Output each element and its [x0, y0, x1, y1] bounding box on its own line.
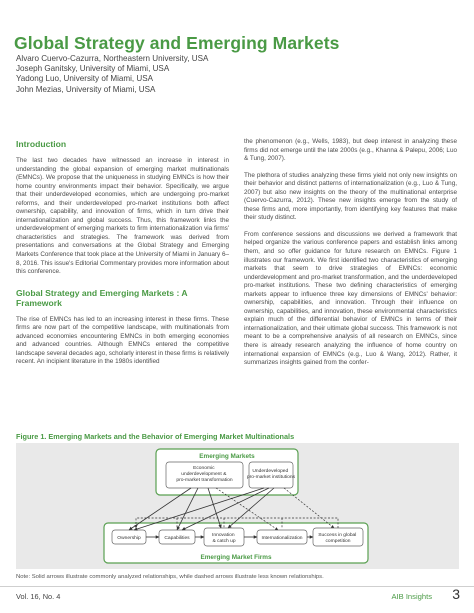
author-1: Alvaro Cuervo-Cazurra, Northeastern University, USA [16, 54, 209, 63]
global-success-line-2: competition [325, 539, 351, 544]
institutions-box-line-2: pro-market institutions [246, 475, 296, 480]
author-3: Yadong Luo, University of Miami, USA [16, 74, 154, 84]
global-success-line-1: Success in global [318, 533, 357, 538]
right-column [244, 138, 457, 368]
page-title: Global Strategy and Emerging Markets [14, 33, 340, 53]
figure-caption: Figure 1. Emerging Markets and the Behavior of Emerging Market Multinationals [16, 432, 295, 441]
page-number: 3 [452, 586, 460, 602]
economic-box-line-2: underdevelopment & [181, 472, 227, 477]
left-column [16, 139, 229, 367]
economic-box-line-1: Economic [193, 466, 215, 471]
figure-panel [16, 443, 459, 569]
internationalization-label: Internationalization [261, 536, 303, 541]
introduction-paragraph: The last two decades have witnessed an increase in interest in understanding the global expansion of emerging market multinationals (EMNCs). We propose that the uniqueness in studying EMNCs is how their home country environments impact their behavior. Specifically, we argue that their underdeveloped economies, which are undergoing pro-market reforms, and their underdeveloped pro-market institutions both affect ownership, capability, and innovation of firms, which in turn drive their internationalization and global success. Thus, this framework links the underdevelopment of emerging markets to firm internationalization via firms' characteristics and strategies. The framework was derived from presentations and conversations at the Global Strategy and Emerging Markets Conference that took place at the University of Miami in January 6–8, 2016. This issue's Editorial Commentary provides more information about this conference. [16, 157, 230, 276]
figure-note: Note: Solid arrows illustrate commonly analyzed relationships, while dashed arrows illustrate less known relationships. [16, 574, 324, 580]
economic-box-line-3: pro-market transformation [176, 478, 233, 483]
introduction-heading: Introduction [16, 139, 67, 149]
framework-paragraph: The rise of EMNCs has led to an increasing interest in these firms. These firms are now part of the competitive landscape, with multinationals from advanced economies encountering EMNCs in both emerging economies and advanced countries. Although EMNCs entered the competitive landscape several decades ago, scholarly interest in these firms is relatively recent. An incipient literature in the 1980s identified [16, 315, 229, 366]
volume-issue: Vol. 16, No. 4 [16, 592, 61, 601]
framework-diagram [16, 443, 459, 569]
footer-divider [0, 586, 474, 587]
emerging-markets-label: Emerging Markets [199, 453, 255, 460]
right-paragraph-3: From conference sessions and discussions we derived a framework that helped organize the various conference papers and establish links among them, and so offer guidance for future research on EMNCs. Figure 1 illustrates our framework. We first identified two characteristics of emerging markets that seem to drive strategies of EMNCs: economic underdevelopment and pro-market transformation, and the underdeveloped pro-market institutions. These two defining characteristics of emerging markets appear to influence three key dimensions of EMNCs' behavior: ownership, capabilities, and innovation. Through their influence on ownership, capabilities, and innovation, these environmental characteristics explain much of the differential behavior of EMNCs in terms of their internationalization, and their ultimate global success. This framework is not meant to be a comprehensive analysis of all research on EMNCs, since there is already research analyzing the influence of home country on international expansion of EMNCs (e.g., Luo & Wang, 2012). Rather, it summarizes insights gained from the confer- [244, 230, 457, 367]
right-paragraph-1: the phenomenon (e.g., Wells, 1983), but deep interest in analyzing these firms did not emerge until the late 2000s (e.g., Khanna & Palepu, 2006; Luo & Tung, 2007). [244, 138, 457, 163]
magazine-name: AIB Insights [391, 592, 432, 601]
emerging-market-firms-label: Emerging Market Firms [200, 554, 272, 561]
innovation-line-1: Innovation [212, 533, 235, 538]
capabilities-label: Capabilities [164, 536, 190, 541]
institutions-box-line-1: Underdeveloped [252, 469, 289, 474]
author-4: John Mezias, University of Miami, USA [16, 84, 156, 94]
framework-heading: Global Strategy and Emerging Markets : A Framework [16, 287, 188, 308]
right-paragraph-2: The plethora of studies analyzing these firms yield not only new insights on their behavior and distinct patterns of internationalization (e.g., Luo & Tung, 2007) but also new insights on the theory of the multinational enterprise (Cuervo-Cazurra, 2012). These new insights emerge from the study of these firms and, more importantly, from identifying key features that make their study distinct. [244, 171, 457, 222]
ownership-label: Ownership [117, 536, 141, 541]
author-list [16, 54, 208, 95]
author-2: Joseph Ganitsky, University of Miami, USA [16, 64, 170, 74]
innovation-line-2: & catch up [212, 539, 236, 544]
